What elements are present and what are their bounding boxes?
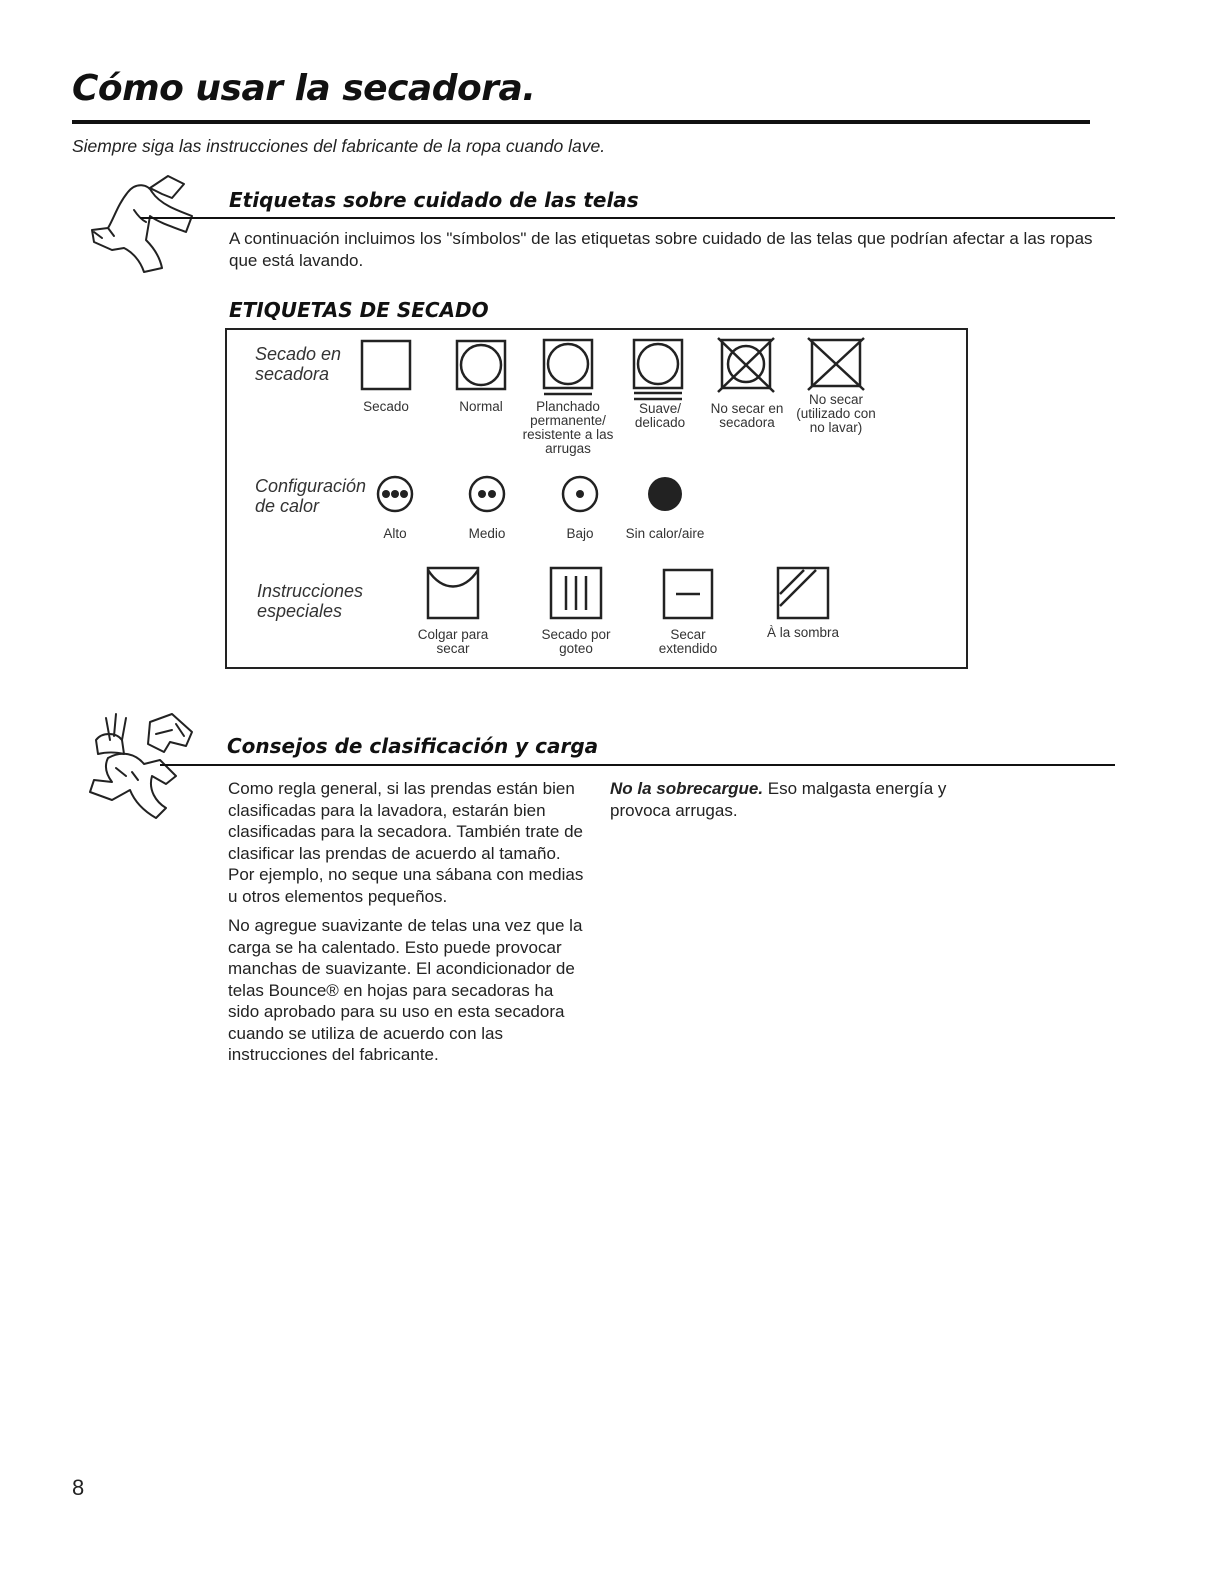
tumble-dry-normal-caption: Normal <box>459 399 503 414</box>
dry-in-shade-caption: À la sombra <box>766 625 840 640</box>
page-subtitle: Siempre siga las instrucciones del fabricante de la ropa cuando lave. <box>72 136 606 156</box>
sorting-heading: Consejos de clasificación y carga <box>227 734 599 758</box>
tumble-dry-row-label: Secado en secadora <box>255 344 342 384</box>
tumble-dry-normal-icon <box>455 339 507 391</box>
dry-flat-icon <box>662 568 714 620</box>
gentle-delicate-icon <box>632 336 684 402</box>
tumble-dry-caption: Secado <box>363 399 409 414</box>
shirt-icon <box>88 170 200 275</box>
heat-high-icon <box>375 474 415 514</box>
drip-dry-icon <box>549 566 603 620</box>
sorting-tip-bold: No la sobrecargue. <box>610 779 764 798</box>
no-heat-caption: Sin calor/aire <box>625 526 705 541</box>
sorting-tip <box>610 778 980 821</box>
do-not-dry-caption: No secar (utilizado con no lavar) <box>796 392 876 435</box>
page-number: 8 <box>72 1475 85 1500</box>
sorting-paragraph-1: Como regla general, si las prendas están bien clasificadas para la lavadora, estarán bien clasificadas para la secadora. También trate de clasificar las prendas de acuerdo al tamaño. Por ejemplo, no seque una sábana con medias u otros elementos pequeños. <box>228 779 584 906</box>
do-not-tumble-dry-caption: No secar en secadora <box>710 401 784 430</box>
do-not-dry-icon <box>806 336 866 392</box>
tumble-dry-icon <box>360 339 412 391</box>
heat-setting-row-label: Configuración de calor <box>255 476 367 516</box>
no-heat-icon <box>645 474 685 514</box>
dry-flat-caption: Secar extendido <box>658 627 718 656</box>
drying-labels-heading: ETIQUETAS DE SECADO <box>229 298 489 322</box>
sorting-rule <box>160 764 1115 766</box>
laundry-pile-icon <box>86 710 214 822</box>
fabric-care-rule <box>140 217 1115 219</box>
heat-low-icon <box>560 474 600 514</box>
sorting-column-left <box>228 778 588 1074</box>
sorting-paragraph-2: No agregue suavizante de telas una vez que la carga se ha calentado. Esto puede provocar manchas de suavizante. El acondicionador de telas Bounce® en hojas para secadoras ha sido aprobado para su uso en esta secadora cuando se utiliza de acuerdo con las instrucciones del fabricante. <box>228 916 583 1064</box>
heat-medium-icon <box>467 474 507 514</box>
special-row-label: Instrucciones especiales <box>257 581 364 621</box>
fabric-care-heading: Etiquetas sobre cuidado de las telas <box>229 188 639 212</box>
heat-medium-caption: Medio <box>468 526 506 541</box>
title-rule <box>72 120 1090 124</box>
heat-high-caption: Alto <box>383 526 407 541</box>
heat-low-caption: Bajo <box>566 526 594 541</box>
fabric-care-intro: A continuación incluimos los "símbolos" de las etiquetas sobre cuidado de las telas que podrían afectar a las ropas que está lavando. <box>229 229 1093 270</box>
line-dry-icon <box>426 566 480 620</box>
do-not-tumble-dry-icon <box>716 336 776 394</box>
page-title: Cómo usar la secadora. <box>72 68 536 109</box>
permanent-press-caption: Planchado permanente/ resistente a las arrugas <box>522 399 614 456</box>
sorting-tip-text: Eso malgasta energía y provoca arrugas. <box>610 779 947 820</box>
permanent-press-icon <box>542 336 594 398</box>
dry-in-shade-icon <box>776 566 830 620</box>
drip-dry-caption: Secado por goteo <box>541 627 611 656</box>
gentle-delicate-caption: Suave/ delicado <box>634 401 686 430</box>
line-dry-caption: Colgar para secar <box>417 627 489 656</box>
